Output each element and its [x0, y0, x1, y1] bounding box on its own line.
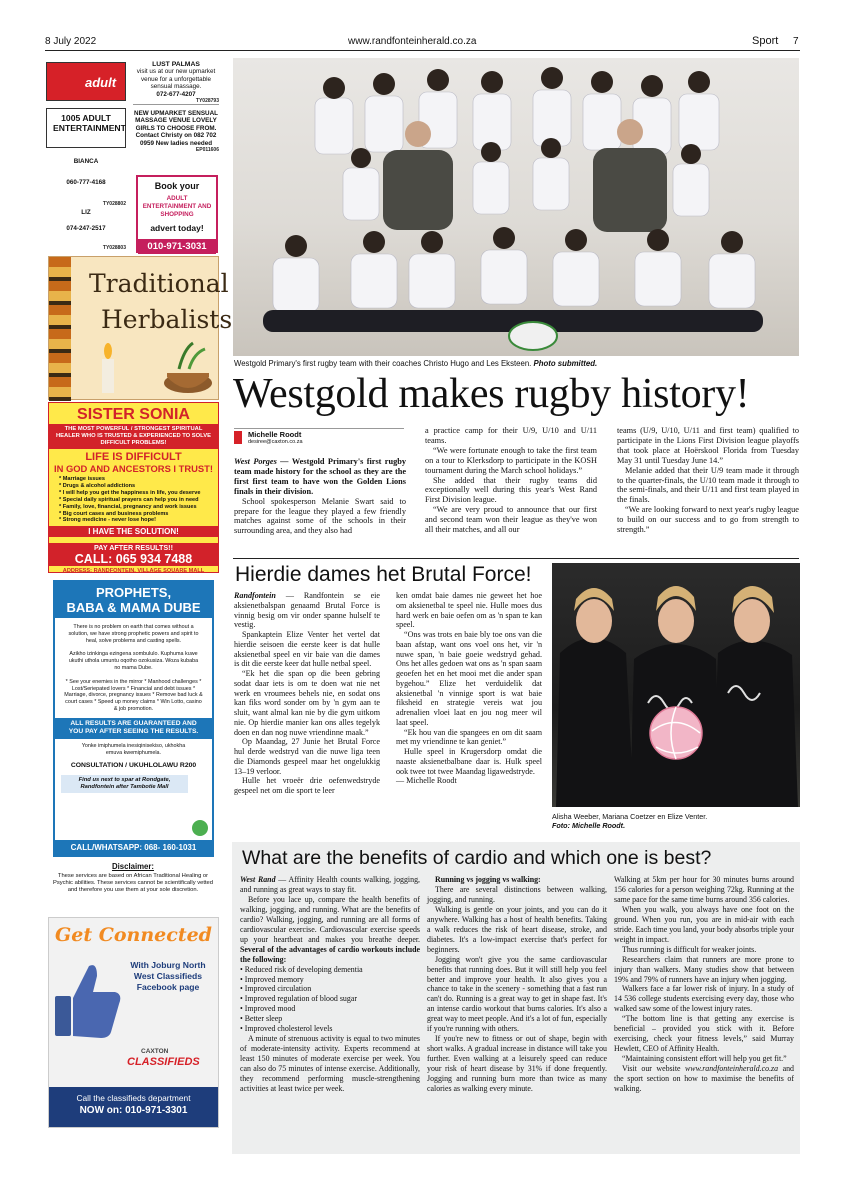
cardio-col1-p2: Before you lace up, compare the health benefits of walking, jogging, and running. What are the benefits of cardio? Walking, jogging, and running are all forms of cardiovascular exercise. Cardiovascular exercise speeds up your heartbeat and makes you breathe deeper.: [240, 894, 420, 944]
herbal-title-2: Herbalists: [101, 305, 233, 334]
bianca-ad: [46, 155, 126, 205]
rugby-col2-p3: She added that their rugby teams did exceptionally well during this year's West Rand First Division league.: [425, 475, 597, 505]
header-rule: [45, 50, 800, 51]
sonia-items: [49, 474, 218, 524]
adult-1005-title: 1005 ADULT ENTERTAINMENT: [53, 113, 126, 133]
rugby-col2-p1: a practice camp for their U/9, U/10 and U/11 teams.: [425, 426, 597, 445]
adult-1005-box: [46, 108, 126, 148]
rugby-email: desiree@caxton.co.za: [248, 439, 303, 445]
liz-name: LIZ: [81, 209, 91, 216]
disclaimer-title: Disclaimer:: [111, 862, 155, 871]
prophets-find: Find us next to spar at Rondgate, Randfontein after Tambotie Mall: [61, 775, 188, 793]
sonia-pay-after: PAY AFTER RESULTS!!: [49, 543, 218, 552]
netball-byline: — Michelle Roodt: [396, 776, 457, 786]
liz-ref: TY028803: [102, 244, 126, 251]
rugby-col2-p2: “We were fortunate enough to take the first team on a tour to Klerksdorp to participate in the KOSH tournament during the March school holidays.”: [425, 445, 597, 475]
bianca-ref: TY028802: [102, 200, 126, 207]
classifieds-brand: CLASSIFIEDS: [127, 1056, 200, 1068]
netball-col-2: [396, 591, 542, 863]
liz-phone: 074-247-2517: [66, 225, 106, 233]
rugby-headline: Westgold makes rugby history!: [233, 371, 750, 417]
connected-body: With Joburg North West Classifieds Facebook page: [130, 960, 206, 992]
prophets-guarantee: ALL RESULTS ARE GUARANTEED AND YOU PAY AFTER SEEING THE RESULTS.: [55, 718, 212, 739]
netball-col-1: Randfontein — Randfontein se eie aksienetbalspan genaamd Brutal Force is vinnig besig om vir onder spanne hulself te vestig. Spankaptein Elize Venter het vertel dat hierdie seisoen die eerste keer is dat hulle aksienetbal speel en vir baie van die dames is dit die eerste keer dat hulle netbal speel. “Ek het die span op die been gebring sodat daar iets is om te doen wat nie net werk en vroumees behels nie, en sodat ons kan fiks word sonder om by 'n gym aan te sluit, want almal kan nie by die gym uitkom nie. Op hierdie manier kan ons alles tegelyk doen en dan nog nuwe vriendinne maak.” Op Maandag, 27 Junie het Brutal Force hul derde wedstryd van die nuwe liga teen die Diamonds gespeel maar het ongelukkig 13–19 verloor. Hulle het vroeër drie oefenwedstryde gespeel net om die sport te leer: [234, 591, 380, 795]
rugby-col3-p2: Melanie added that their U/9 team made it through to the quarter-finals, the U/10 team made it through to the semi-finals, and their U/11 and first team played in the finals.: [617, 465, 799, 505]
rugby-bottom-rule: [233, 558, 799, 559]
netball-col1-p5: Hulle het vroeër drie oefenwedstryde gespeel net om die sport te leer: [234, 776, 380, 795]
sonia-solution: I HAVE THE SOLUTION!: [49, 526, 218, 537]
herbal-pattern: [49, 257, 71, 401]
issue-date: 8 July 2022: [45, 36, 97, 47]
connected-now: NOW on: 010-971-3301: [79, 1105, 188, 1116]
prophets-header: [55, 582, 212, 618]
sonia-item: * Strong medicine - never lose hope!: [59, 517, 156, 524]
sonia-item: * Big court cases and business problems: [59, 510, 169, 517]
rugby-caption-text: Westgold Primary's first rugby team with their coaches Christo Hugo and Les Eksteen.: [234, 359, 532, 368]
list-item: • Improved mood: [240, 1004, 420, 1014]
cardio-col3-p5: Walkers face a far lower risk of injury. In a study of 14 536 college students exercising every day, those who walked saw some of the lowest injury rates.: [614, 984, 794, 1014]
cardio-col-2: [427, 875, 607, 1155]
cardio-col2-p1: There are several distinctions between walking, jogging, and running.: [427, 884, 607, 904]
sonia-ad: [48, 402, 219, 573]
prophets-services: * See your enemies in the mirror * Manhood challenges * Lost/Seriepated lovers * Financial and debt issues * Marriage, divorce, pregnancy issues * Remove bad luck & court cases * Speed up money claims * Win Lotto, casino & job promotion.: [64, 678, 203, 712]
sonia-item: * Special daily spiritual prayers can help you in need: [59, 496, 199, 503]
rugby-team-photo: [233, 58, 799, 356]
sonia-subtitle: THE MOST POWERFUL / STRONGEST SPIRITUAL HEALER WHO IS TRUSTED & EXPERIENCED TO SOLVE DIFFICULT PROBLEMS!: [49, 424, 218, 449]
rugby-col3-p1: teams (U/9, U/10, U/11 and first team) qualified to participate in the Lions First Division league playoffs that took place at Hoërskool Florida from Tuesday May 31 until Tuesday June 14.”: [617, 426, 799, 465]
cardio-dateline: West Rand: [240, 875, 276, 884]
new-upmarket-ref: EP011606: [195, 147, 219, 154]
sonia-item: * Drugs & alcohol addictions: [59, 482, 136, 489]
prophets-title-2: BABA & MAMA DUBE: [66, 600, 201, 615]
cardio-col3-p7: “Maintaining consistent effort will help you get fit.”: [622, 1054, 787, 1064]
cardio-col3-p8a: Visit our website: [622, 1064, 681, 1074]
lust-palmas-ref: TY028793: [195, 98, 219, 105]
cardio-col3-p2: When you walk, you always have one foot on the ground. When you run, you are in mid-air with each stride. Each time you land, your body absorbs triple your weight in impact.: [614, 904, 794, 944]
list-item: • Better sleep: [240, 1014, 420, 1024]
rugby-caption-credit: Photo submitted.: [533, 359, 598, 368]
cardio-col2-p3: Jogging won't give you the same cardiovascular benefits that running does. But it will still help you feel better and improve your health. It also gives you a chance to take in the scenery - something that a fast run can't do. Running is a great way to get in shape fast. It's an intense cardio workout that burns calories. It's also a great way to meet people. And it's a lot of fun, especially if you're running with others.: [427, 954, 607, 1034]
cardio-col2-p2: Walking is gentle on your joints, and you can do it anywhere. Walking has a host of health benefits. Taking a walk reduces the risk of heart disease, stroke, and diabetes. It's a low-impact exercise that's perfect for beginners.: [427, 904, 607, 954]
sonia-title: SISTER SONIA: [49, 403, 218, 424]
sonia-item: * I will help you get the happiness in life, you deserve: [59, 489, 201, 496]
rugby-caption: [234, 359, 597, 368]
rugby-byline: [234, 428, 404, 448]
rugby-col1-p2: School spokesperson Melanie Swart said to prepare for the league they played a few friendly matches against some of the schools in their surrounding area, and they also had: [234, 496, 406, 536]
whatsapp-icon: [192, 820, 208, 836]
book-ad: [136, 175, 218, 253]
netball-col1-p1: Randfontein se eie aksienetbalspan genaamd Brutal Force is vinnig besig om vir onder spanne hulself te vestig.: [234, 591, 380, 630]
lust-palmas-title: LUST PALMAS: [152, 61, 200, 68]
cardio-col-1: West Rand — Affinity Health counts walking, jogging, and running as great ways to stay fit. Before you lace up, compare the health benefits of walking, jogging, and running. What are the benefits of cardio? Walking, jogging, and running are all forms of cardiovascular exercise. Cardiovascular exercise speeds up your heartbeat and makes you breathe deeper. Several of the advantages of cardio workouts include the following: • Reduced risk of developing dementia • Improved memory • Improved circulation • Improved regulation of blood sugar • Improved mood • Better sleep • Improved cholesterol levels A minute of strenuous activity is equal to two minutes of moderate-intensity activity. Experts recommend at least 150 minutes of moderate exercise per week. You can also do 75 minutes of intense exercise. Additionally, they recommend performing muscle-strengthening activities at least twice per week.: [240, 875, 420, 1155]
book-line1: Book your: [154, 181, 200, 191]
cardio-headline: What are the benefits of cardio and which one is best?: [242, 847, 712, 869]
disclaimer: [50, 862, 216, 912]
netball-ball: [650, 707, 702, 759]
netball-caption: [552, 812, 800, 830]
netball-col1-p4: Op Maandag, 27 Junie het Brutal Force hul derde wedstryd van die nuwe liga teen die Diamonds gespeel maar het ongelukkig 13–19 verloor.: [234, 737, 380, 776]
rugby-col3-p3: “We are looking forward to next year's rugby league to build on our success and to go from strength to strength.”: [617, 505, 799, 535]
rugby-team-figures: [233, 58, 799, 356]
list-item: • Improved circulation: [240, 984, 420, 994]
sonia-item: * Marriage issues: [59, 476, 106, 482]
book-line3: advert today!: [150, 223, 204, 233]
list-item: • Improved regulation of blood sugar: [240, 994, 420, 1004]
cardio-col3-p8b: and the sport section on how to maximise the benefits of walking.: [614, 1064, 794, 1094]
connected-title: Get Connected: [55, 924, 212, 946]
new-upmarket-body: NEW UPMARKET SENSUAL MASSAGE VENUE LOVELY GIRLS TO CHOOSE FROM. Contact Christy on 082 702 0959 New ladies needed: [134, 110, 218, 147]
prophets-title-1: PROPHETS,: [95, 585, 172, 600]
cardio-col1-p1: Affinity Health counts walking, jogging, and running as great ways to stay fit.: [240, 875, 420, 894]
list-item: • Improved memory: [240, 975, 420, 985]
bianca-phone: 060-777-4168: [66, 179, 106, 187]
rugby-col-2: [425, 426, 597, 552]
adult-logo: adult: [85, 75, 117, 90]
cardio-col3-p1: Walking at 5km per hour for 30 minutes burns around 156 calories for a person weighing 72kg. Running at the same pace for the same time burns around 356 calories.: [614, 875, 794, 904]
herbalists-ad: [48, 256, 233, 400]
rugby-col-3: [617, 426, 799, 552]
cardio-col1-p3: A minute of strenuous activity is equal to two minutes of moderate-intensity activity. Experts recommend at least 150 minutes of moderate exercise per week. You can also do 75 minutes of intense exercise. Additionally, they recommend performing muscle-strengthening activities at least twice per week.: [240, 1034, 420, 1094]
connected-call-line: Call the classifieds department: [76, 1093, 191, 1103]
lust-palmas-body: visit us at our new upmarket venue for a unforgettable sensual massage.: [136, 68, 216, 91]
cardio-col1-bold: Several of the advantages of cardio workouts include the following:: [240, 944, 420, 964]
cardio-col3-p3: Thus running is difficult for weaker joints.: [622, 944, 757, 954]
netball-headline: Hierdie dames het Brutal Force!: [235, 563, 532, 586]
rugby-col-1: West Porges — Westgold Primary's first rugby team made history for the school as they are the first first team to have won the Golden Lions finals in their division. School spokesperson Melanie Swart said to prepare for the league they played a few friendly matches against some of the schools in their surrounding area, and they also had: [234, 457, 406, 536]
rugby-ball: [509, 322, 557, 350]
book-line2: ADULT ENTERTAINMENT AND SHOPPING: [142, 195, 212, 218]
rugby-dateline: West Porges: [234, 457, 277, 466]
prophets-zulu-2: Yonke imiphumela inesiqinisekiso, ukhokha emuva kwemiphumela.: [81, 742, 186, 756]
netball-photo: [552, 563, 800, 807]
list-item: • Reduced risk of developing dementia: [240, 965, 420, 975]
netball-col2-p1: ken omdat baie dames nie geweet het hoe om aksienetbal te speel nie. Hulle moes dus hard werk en baie oefen om as 'n span te kan speel.: [396, 591, 542, 630]
netball-players: [552, 563, 800, 807]
rugby-col2-p4: “We are very proud to announce that our first and second team won their league as they've won all their matches, and all our: [425, 505, 597, 535]
disclaimer-body: These services are based on African Traditional Healing or Psychic abilities. These services cannot be scientifically vetted and therefore you use them at your sole discretion.: [52, 873, 214, 894]
prophets-intro: There is no problem on earth that comes without a solution, we have strong prophetic powers and spirit to heal, solve problems and casting spells.: [68, 624, 199, 644]
prophets-ad: [53, 580, 214, 857]
adult-logo-box: [46, 62, 126, 101]
prophets-zulu: Azikho izinkinga ezingena sombululo. Kuphuma kuwe ukuthi uthola umuntu oqotho ozokusiza. Woza kubaba no mama Dube.: [68, 651, 199, 671]
netball-col2-p4: Hulle speel in Krugersdorp omdat die naaste aksienetbalbane daar is. Hulk speel ook twee tot twee Maandag ligawedstryde.: [396, 747, 542, 776]
sonia-item: * Family, love, financial, pregnancy and work issues: [59, 503, 197, 510]
website-link[interactable]: www.randfonteinherald.co.za: [685, 1064, 779, 1074]
caxton-label: CAXTON: [141, 1048, 169, 1055]
connected-footer: [49, 1087, 218, 1127]
sonia-headline-2: IN GOD AND ANCESTORS I TRUST!: [53, 463, 214, 474]
netball-caption-credit: Foto: Michelle Roodt.: [552, 821, 626, 830]
cardio-col-3: [614, 875, 794, 1155]
netball-col1-p2: Spankaptein Elize Venter het vertel dat hierdie seisoen die eerste keer is dat hulle aksienetbal speel en vir baie van die dames is dit die eerste keer dat hulle netbal speel.: [234, 630, 380, 669]
liz-ad: [46, 206, 126, 252]
sonia-address: ADDRESS: RANDFONTEIN, VILLAGE SQUARE MALL: [62, 568, 205, 575]
thumbs-up-icon: [53, 958, 123, 1044]
netball-col2-p2: “Ons was trots en baie bly toe ons van die baan afstap, want ons voel ons het, vir 'n nuwe span, 'n baie goeie wedstryd gehad. Ons het alles gedoen wat ons as 'n span saam geoefen het en het mooi met die ander span bygehou.” Elize het verduidelik dat aksienetbal 'n vinnige sport is wat baie fiksheid en strategie vereis wat jou adrenalien vloei laat en jou nog meer wil laat speel.: [396, 630, 542, 727]
rugby-author: Michelle Roodt: [248, 430, 302, 439]
netball-col2-p3: “Ek hou van die spangees en om dit saam met my vriendinne te kan geniet.”: [396, 727, 542, 747]
netball-col1-p3: “Ek het die span op die been gebring sodat daar iets is om te doen wat nie net werk en vroumees behels nie, en sodat ons kan fiks word sonder om by 'n gym aan te sluit, want almal kan nie by die gym uitkom nie. Op hierdie manier kan ons alles tegelyk doen en dan nog nuwe vriendinne maak.”: [234, 669, 380, 737]
cardio-col2-p4: If you're new to fitness or out of shape, begin with short walks. A gradual increase in distance will take you further. Even walking at a leisurely speed can reduce your risk of heart disease by 31% if done frequently. Jogging and running burn more than twice as many calories as walking every minute.: [427, 1034, 607, 1094]
prophets-call: CALL/WHATSAPP: 068- 160-1031: [55, 840, 212, 855]
lust-palmas-ad: [133, 61, 219, 105]
sonia-call: CALL: 065 934 7488: [49, 552, 218, 566]
page-number: 7: [793, 36, 799, 47]
prophets-consult: CONSULTATION / UKUHLOLAWU R200: [70, 762, 197, 770]
cardio-col3-p6: “The bottom line is that getting any exercise is beneficial – provided you stick with it. Before exercising, check your fitness levels,” said Murray Hewlett, CEO of Affinity Health.: [614, 1014, 794, 1054]
cl-divider: [133, 104, 219, 105]
netball-dateline: Randfontein: [234, 591, 276, 600]
herbal-title-1: Traditional: [89, 269, 229, 298]
lust-palmas-phone: 072-677-4207: [156, 90, 196, 98]
cardio-col2-subhead: Running vs jogging vs walking:: [435, 875, 541, 884]
book-phone: 010-971-3031: [138, 239, 216, 254]
site-url[interactable]: www.randfonteinherald.co.za: [348, 36, 477, 47]
sonia-headline-1: LIFE IS DIFFICULT: [85, 451, 182, 463]
cardio-benefits-list: [240, 965, 420, 1035]
bianca-name: BIANCA: [73, 158, 99, 165]
section-name: Sport: [752, 35, 779, 47]
list-item: • Improved cholesterol levels: [240, 1024, 420, 1034]
netball-caption-text: Alisha Weeber, Mariana Coetzer en Elize Venter.: [552, 812, 708, 821]
connected-ad: [48, 917, 219, 1128]
candle-icon: [93, 343, 123, 397]
herbal-pot-icon: [159, 339, 217, 397]
new-upmarket-ad: [133, 110, 219, 172]
author-marker: [234, 431, 242, 444]
cardio-col3-p4: Researchers claim that runners are more prone to injury than walkers. Many studies show that between 19% and 79% of runners have an injury when jogging.: [614, 954, 794, 984]
rugby-intro: Westgold Primary's first rugby team made history for the school as they are the first first team to have won the Golden Lions finals in their division.: [234, 457, 406, 496]
